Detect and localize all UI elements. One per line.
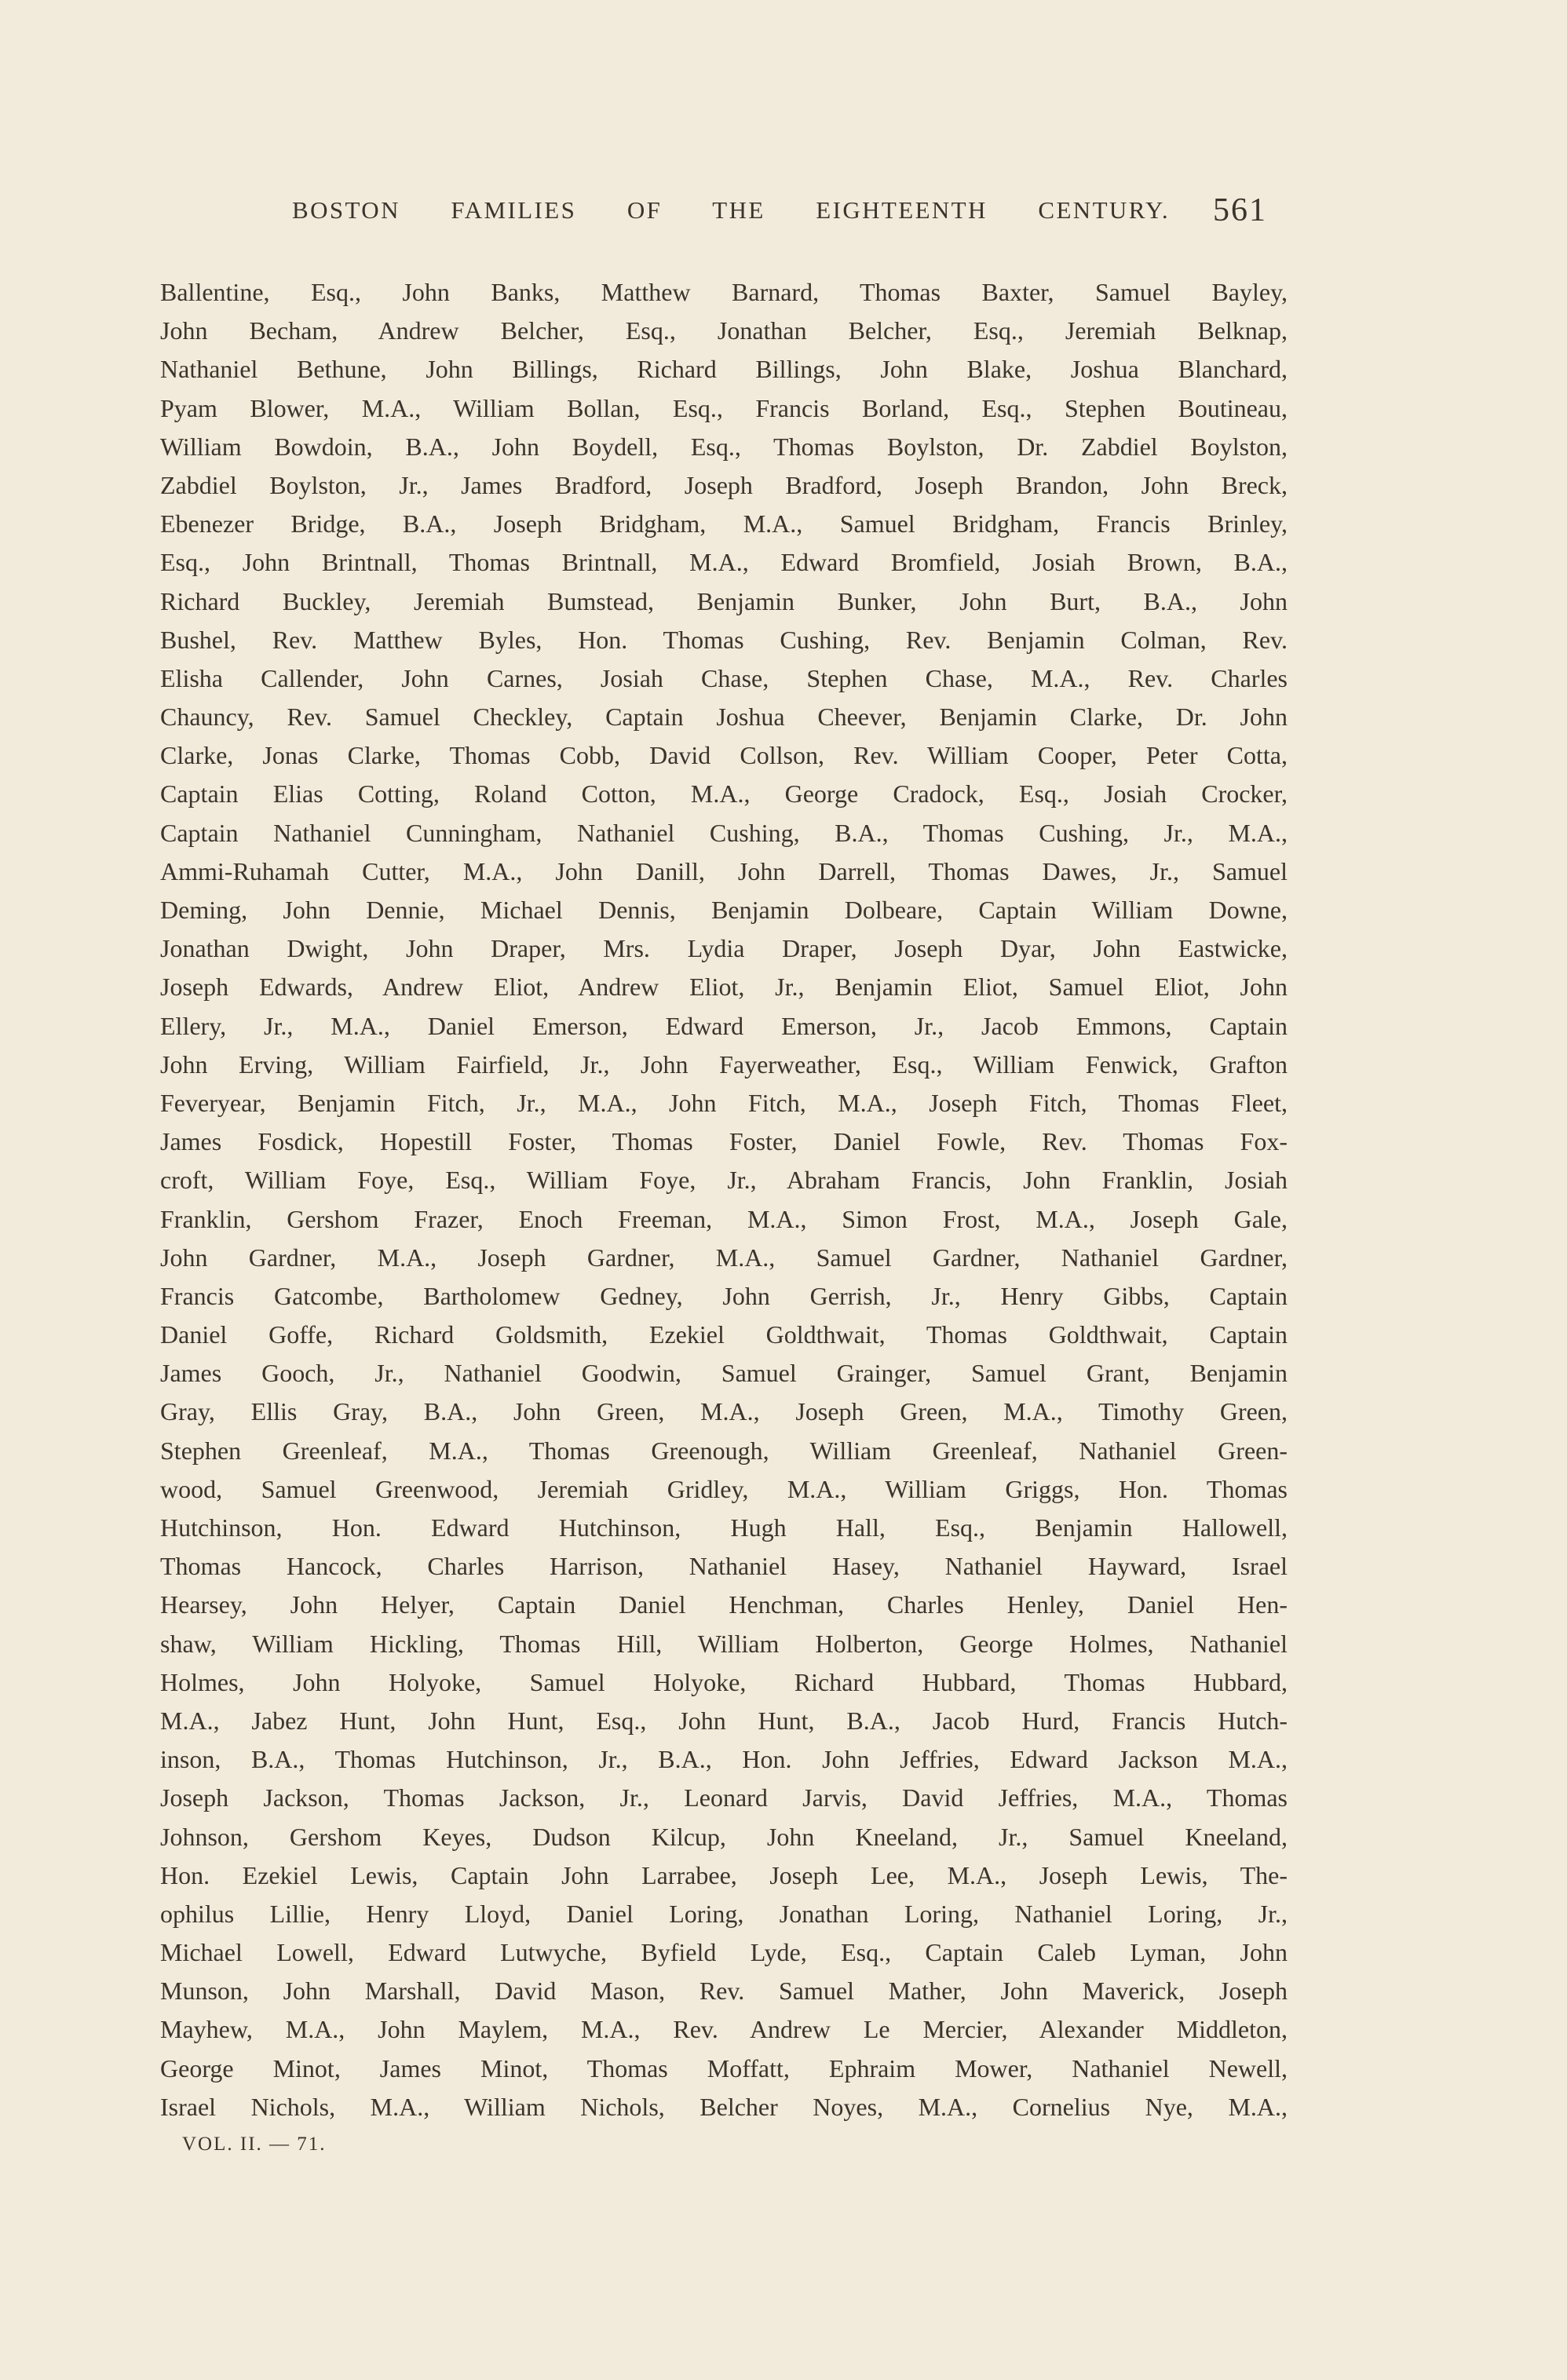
text-line: Daniel Goffe, Richard Goldsmith, Ezekiel Goldthwait, Thomas Goldthwait, Captain (160, 1320, 1288, 1349)
text-line: Munson, John Marshall, David Mason, Rev. Samuel Mather, John Maverick, Joseph (160, 1977, 1288, 2006)
text-line: Ballentine, Esq., John Banks, Matthew Barnard, Thomas Baxter, Samuel Bayley, (160, 278, 1288, 306)
text-line: Chauncy, Rev. Samuel Checkley, Captain Joshua Cheever, Benjamin Clarke, Dr. John (160, 703, 1288, 732)
text-line: John Erving, William Fairfield, Jr., John Fayerweather, Esq., William Fenwick, Grafton (160, 1049, 1288, 1079)
text-line: Gray, Ellis Gray, B.A., John Green, M.A., Joseph Green, M.A., Timothy Green, (160, 1397, 1288, 1426)
text-line: Esq., John Brintnall, Thomas Brintnall, M.A., Edward Bromfield, Josiah Brown, B.A., (160, 548, 1288, 577)
text-line: Michael Lowell, Edward Lutwyche, Byfield Lyde, Esq., Captain Caleb Lyman, John (160, 1938, 1288, 1967)
text-line: Johnson, Gershom Keyes, Dudson Kilcup, John Kneeland, Jr., Samuel Kneeland, (160, 1822, 1288, 1851)
text-line: George Minot, James Minot, Thomas Moffatt, Ephraim Mower, Nathaniel Newell, (160, 2053, 1288, 2082)
page-number: 561 (1213, 192, 1267, 228)
text-line: Feveryear, Benjamin Fitch, Jr., M.A., John Fitch, M.A., Joseph Fitch, Thomas Fleet, (160, 1088, 1288, 1117)
text-line: ophilus Lillie, Henry Lloyd, Daniel Loring, Jonathan Loring, Nathaniel Loring, Jr., (160, 1899, 1288, 1928)
text-line: Francis Gatcombe, Bartholomew Gedney, John Gerrish, Jr., Henry Gibbs, Captain (160, 1281, 1288, 1310)
text-line: Joseph Jackson, Thomas Jackson, Jr., Leonard Jarvis, David Jeffries, M.A., Thomas (160, 1783, 1288, 1812)
text-line: M.A., Jabez Hunt, John Hunt, Esq., John Hunt, B.A., Jacob Hurd, Francis Hutch- (160, 1706, 1288, 1735)
text-line: Mayhew, M.A., John Maylem, M.A., Rev. Andrew Le Mercier, Alexander Middleton, (160, 2015, 1288, 2044)
text-line: William Bowdoin, B.A., John Boydell, Esq., Thomas Boylston, Dr. Zabdiel Boylston, (160, 432, 1288, 461)
text-line: Clarke, Jonas Clarke, Thomas Cobb, David Collson, Rev. William Cooper, Peter Cotta, (160, 741, 1288, 770)
text-line: Deming, John Dennie, Michael Dennis, Benjamin Dolbeare, Captain William Downe, (160, 896, 1288, 924)
text-line: shaw, William Hickling, Thomas Hill, William Holberton, George Holmes, Nathaniel (160, 1629, 1288, 1658)
signature-mark: VOL. II. — 71. (182, 2134, 327, 2155)
text-line: Joseph Edwards, Andrew Eliot, Andrew Eliot, Jr., Benjamin Eliot, Samuel Eliot, John (160, 973, 1288, 1002)
text-line: John Becham, Andrew Belcher, Esq., Jonathan Belcher, Esq., Jeremiah Belknap, (160, 316, 1288, 345)
text-line: croft, William Foye, Esq., William Foye, Jr., Abraham Francis, John Franklin, Josiah (160, 1166, 1288, 1195)
text-line: Franklin, Gershom Frazer, Enoch Freeman, M.A., Simon Frost, M.A., Joseph Gale, (160, 1204, 1288, 1233)
text-line: Hutchinson, Hon. Edward Hutchinson, Hugh Hall, Esq., Benjamin Hallowell, (160, 1513, 1288, 1542)
text-line: Captain Elias Cotting, Roland Cotton, M.A., George Cradock, Esq., Josiah Crocker, (160, 779, 1288, 809)
text-line: Pyam Blower, M.A., William Bollan, Esq., Francis Borland, Esq., Stephen Boutineau, (160, 393, 1288, 422)
text-line: Ellery, Jr., M.A., Daniel Emerson, Edward Emerson, Jr., Jacob Emmons, Captain (160, 1011, 1288, 1040)
text-line: Bushel, Rev. Matthew Byles, Hon. Thomas Cushing, Rev. Benjamin Colman, Rev. (160, 625, 1288, 654)
text-line: Israel Nichols, M.A., William Nichols, Belcher Noyes, M.A., Cornelius Nye, M.A., (160, 2092, 1288, 2121)
text-line: Ammi-Ruhamah Cutter, M.A., John Danill, John Darrell, Thomas Dawes, Jr., Samuel (160, 856, 1288, 885)
text-line: John Gardner, M.A., Joseph Gardner, M.A., Samuel Gardner, Nathaniel Gardner, (160, 1243, 1288, 1272)
text-line: Hearsey, John Helyer, Captain Daniel Henchman, Charles Henley, Daniel Hen- (160, 1590, 1288, 1619)
running-title: BOSTON FAMILIES OF THE EIGHTEENTH CENTURY. (292, 196, 1170, 224)
text-line: James Gooch, Jr., Nathaniel Goodwin, Samuel Grainger, Samuel Grant, Benjamin (160, 1359, 1288, 1388)
text-line: Jonathan Dwight, John Draper, Mrs. Lydia Draper, Joseph Dyar, John Eastwicke, (160, 934, 1288, 963)
text-line: Thomas Hancock, Charles Harrison, Nathaniel Hasey, Nathaniel Hayward, Israel (160, 1552, 1288, 1581)
text-line: Hon. Ezekiel Lewis, Captain John Larrabee, Joseph Lee, M.A., Joseph Lewis, The- (160, 1860, 1288, 1889)
text-line: wood, Samuel Greenwood, Jeremiah Gridley, M.A., William Griggs, Hon. Thomas (160, 1474, 1288, 1503)
text-line: Elisha Callender, John Carnes, Josiah Chase, Stephen Chase, M.A., Rev. Charles (160, 663, 1288, 692)
text-line: Holmes, John Holyoke, Samuel Holyoke, Richard Hubbard, Thomas Hubbard, (160, 1667, 1288, 1696)
text-line: Zabdiel Boylston, Jr., James Bradford, Joseph Bradford, Joseph Brandon, John Breck, (160, 470, 1288, 499)
text-line: Nathaniel Bethune, John Billings, Richard Billings, John Blake, Joshua Blanchard, (160, 355, 1288, 384)
text-line: Stephen Greenleaf, M.A., Thomas Greenough, William Greenleaf, Nathaniel Green- (160, 1436, 1288, 1465)
text-line: James Fosdick, Hopestill Foster, Thomas Foster, Daniel Fowle, Rev. Thomas Fox- (160, 1127, 1288, 1156)
text-line: Captain Nathaniel Cunningham, Nathaniel Cushing, B.A., Thomas Cushing, Jr., M.A., (160, 818, 1288, 847)
text-line: Ebenezer Bridge, B.A., Joseph Bridgham, M.A., Samuel Bridgham, Francis Brinley, (160, 509, 1288, 538)
text-line: inson, B.A., Thomas Hutchinson, Jr., B.A., Hon. John Jeffries, Edward Jackson M.A., (160, 1745, 1288, 1774)
text-line: Richard Buckley, Jeremiah Bumstead, Benjamin Bunker, John Burt, B.A., John (160, 586, 1288, 615)
body-text (160, 273, 1288, 2126)
